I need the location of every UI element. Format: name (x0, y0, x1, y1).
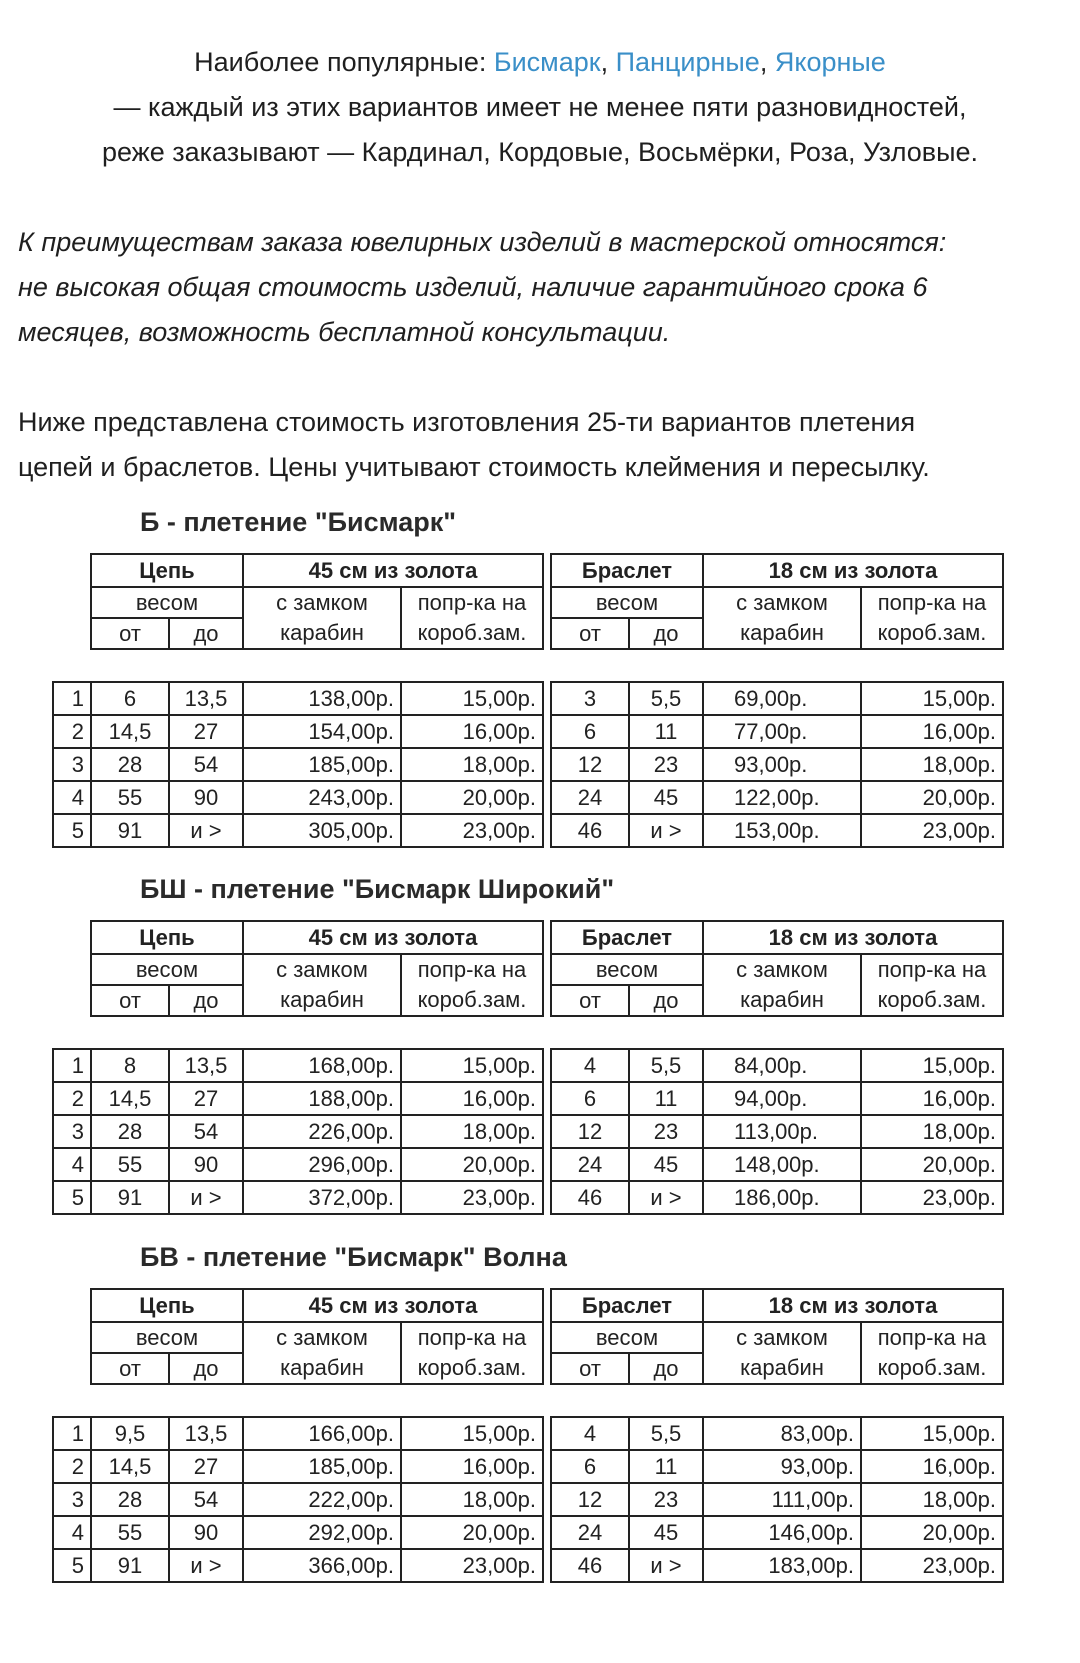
header-weight: весом (91, 1322, 243, 1353)
column-gap (543, 1417, 551, 1450)
header-chain: Цепь (91, 554, 243, 587)
chain-price: 222,00р. (243, 1483, 401, 1516)
header-karabin: карабин (703, 985, 861, 1016)
header-row (53, 1322, 1003, 1353)
separator-cell (53, 1384, 1003, 1417)
table-row (53, 682, 1003, 715)
table-row (53, 715, 1003, 748)
chain-weight-from: 9,5 (91, 1417, 169, 1450)
header-from: от (91, 618, 169, 649)
bracelet-weight-from: 4 (551, 1417, 629, 1450)
chain-price: 138,00р. (243, 682, 401, 715)
pricing-line-1: Ниже представлена стоимость изготовления 25-ти вариантов плетения (18, 407, 916, 437)
chain-adjustment: 23,00р. (401, 1549, 543, 1582)
pricing-paragraph (18, 400, 1068, 490)
bracelet-price: 93,00р. (703, 748, 861, 781)
column-gap (543, 554, 551, 587)
header-lock: с замком (243, 587, 401, 618)
chain-adjustment: 15,00р. (401, 1417, 543, 1450)
chain-weight-from: 55 (91, 1148, 169, 1181)
chain-price: 296,00р. (243, 1148, 401, 1181)
bracelet-weight-to: 11 (629, 1082, 703, 1115)
header-row (53, 1289, 1003, 1322)
pricing-line-2: цепей и браслетов. Цены учитывают стоимость клеймения и пересылку. (18, 452, 930, 482)
chain-adjustment: 20,00р. (401, 781, 543, 814)
chain-weight-from: 28 (91, 748, 169, 781)
bracelet-adjustment: 18,00р. (861, 748, 1003, 781)
header-chain-spec: 45 см из золота (243, 1289, 543, 1322)
table-row (53, 1082, 1003, 1115)
header-lock: с замком (243, 954, 401, 985)
table-row (53, 1049, 1003, 1082)
header-row (53, 954, 1003, 985)
chain-weight-from: 28 (91, 1483, 169, 1516)
table-row (53, 1181, 1003, 1214)
chain-weight-to: 27 (169, 715, 243, 748)
column-gap (543, 814, 551, 847)
bracelet-weight-from: 24 (551, 1148, 629, 1181)
chain-weight-from: 6 (91, 682, 169, 715)
bracelet-price: 186,00р. (703, 1181, 861, 1214)
header-to: до (629, 618, 703, 649)
bracelet-price: 83,00р. (703, 1417, 861, 1450)
bracelet-price: 113,00р. (703, 1115, 861, 1148)
header-box: короб.зам. (861, 985, 1003, 1016)
bracelet-price: 69,00р. (703, 682, 861, 715)
header-adj: попр-ка на (401, 587, 543, 618)
column-gap (543, 748, 551, 781)
column-gap (543, 1115, 551, 1148)
chain-price: 366,00р. (243, 1549, 401, 1582)
chain-weight-to: 54 (169, 1115, 243, 1148)
bracelet-weight-from: 46 (551, 1181, 629, 1214)
table-row (53, 1450, 1003, 1483)
column-gap (543, 1516, 551, 1549)
row-number: 5 (53, 814, 91, 847)
chain-price: 185,00р. (243, 1450, 401, 1483)
header-chain-spec: 45 см из золота (243, 921, 543, 954)
chain-weight-to: 90 (169, 1516, 243, 1549)
row-number: 5 (53, 1181, 91, 1214)
chain-adjustment: 20,00р. (401, 1148, 543, 1181)
intro-line-2: — каждый из этих вариантов имеет не менее пяти разновидностей, (113, 92, 967, 122)
column-gap (543, 1353, 551, 1384)
bracelet-price: 84,00р. (703, 1049, 861, 1082)
bracelet-weight-to: 11 (629, 1450, 703, 1483)
header-lock: с замком (243, 1322, 401, 1353)
header-bracelet: Браслет (551, 554, 703, 587)
column-gap (543, 618, 551, 649)
row-number: 4 (53, 1148, 91, 1181)
chain-adjustment: 23,00р. (401, 814, 543, 847)
row-number: 3 (53, 1115, 91, 1148)
column-gap (543, 1148, 551, 1181)
bracelet-price: 94,00р. (703, 1082, 861, 1115)
chain-weight-to: 27 (169, 1450, 243, 1483)
header-to: до (629, 1353, 703, 1384)
header-weight: весом (551, 1322, 703, 1353)
table-row (53, 1483, 1003, 1516)
table-row (53, 814, 1003, 847)
bracelet-price: 93,00р. (703, 1450, 861, 1483)
corner-cell (53, 954, 91, 985)
corner-cell (53, 618, 91, 649)
header-from: от (551, 1353, 629, 1384)
header-box: короб.зам. (401, 1353, 543, 1384)
row-number: 4 (53, 1516, 91, 1549)
header-adj: попр-ка на (861, 587, 1003, 618)
header-box: короб.зам. (861, 1353, 1003, 1384)
bracelet-price: 148,00р. (703, 1148, 861, 1181)
table-row (53, 748, 1003, 781)
bracelet-adjustment: 15,00р. (861, 1417, 1003, 1450)
corner-cell (53, 1322, 91, 1353)
chain-price: 166,00р. (243, 1417, 401, 1450)
bracelet-weight-to: 45 (629, 1148, 703, 1181)
bracelet-weight-to: и > (629, 1181, 703, 1214)
column-gap (543, 954, 551, 985)
column-gap (543, 1483, 551, 1516)
bracelet-price: 153,00р. (703, 814, 861, 847)
corner-cell (53, 554, 91, 587)
row-number: 1 (53, 1049, 91, 1082)
bracelet-adjustment: 20,00р. (861, 781, 1003, 814)
chain-weight-from: 28 (91, 1115, 169, 1148)
chain-adjustment: 18,00р. (401, 748, 543, 781)
bracelet-adjustment: 16,00р. (861, 715, 1003, 748)
chain-weight-from: 14,5 (91, 715, 169, 748)
header-karabin: карабин (243, 1353, 401, 1384)
header-weight: весом (91, 954, 243, 985)
header-weight: весом (551, 954, 703, 985)
chain-weight-from: 14,5 (91, 1450, 169, 1483)
bracelet-adjustment: 23,00р. (861, 1549, 1003, 1582)
link-yakornye[interactable]: Якорные (774, 47, 886, 77)
benefits-line-2: не высокая общая стоимость изделий, наличие гарантийного срока 6 (18, 272, 928, 302)
chain-weight-to: 13,5 (169, 1049, 243, 1082)
header-adj: попр-ка на (401, 954, 543, 985)
header-row (53, 985, 1003, 1016)
header-box: короб.зам. (401, 618, 543, 649)
table-title: БВ - плетение "Бисмарк" Волна (140, 1242, 567, 1272)
header-bracelet-spec: 18 см из золота (703, 554, 1003, 587)
header-lock: с замком (703, 587, 861, 618)
header-adj: попр-ка на (401, 1322, 543, 1353)
bracelet-price: 111,00р. (703, 1483, 861, 1516)
bracelet-weight-to: 23 (629, 1483, 703, 1516)
header-bracelet-spec: 18 см из золота (703, 1289, 1003, 1322)
chain-weight-to: 13,5 (169, 1417, 243, 1450)
bracelet-weight-from: 24 (551, 1516, 629, 1549)
chain-weight-to: и > (169, 814, 243, 847)
table-row (53, 781, 1003, 814)
chain-price: 168,00р. (243, 1049, 401, 1082)
header-from: от (551, 618, 629, 649)
chain-price: 226,00р. (243, 1115, 401, 1148)
bracelet-weight-to: 5,5 (629, 682, 703, 715)
header-to: до (629, 985, 703, 1016)
chain-price: 243,00р. (243, 781, 401, 814)
header-adj: попр-ка на (861, 954, 1003, 985)
column-gap (543, 1181, 551, 1214)
chain-weight-to: и > (169, 1181, 243, 1214)
intro-line-3: реже заказывают — Кардинал, Кордовые, Восьмёрки, Роза, Узловые. (101, 137, 979, 167)
bracelet-weight-to: 11 (629, 715, 703, 748)
bracelet-adjustment: 18,00р. (861, 1483, 1003, 1516)
bracelet-weight-from: 46 (551, 1549, 629, 1582)
bracelet-weight-to: 23 (629, 748, 703, 781)
bracelet-weight-to: 5,5 (629, 1417, 703, 1450)
bracelet-weight-from: 6 (551, 715, 629, 748)
header-bracelet: Браслет (551, 1289, 703, 1322)
chain-weight-to: 90 (169, 1148, 243, 1181)
row-number: 1 (53, 1417, 91, 1450)
column-gap (543, 1450, 551, 1483)
bracelet-weight-from: 24 (551, 781, 629, 814)
header-from: от (551, 985, 629, 1016)
chain-weight-to: и > (169, 1549, 243, 1582)
header-row (53, 618, 1003, 649)
chain-weight-to: 54 (169, 1483, 243, 1516)
header-row (53, 1353, 1003, 1384)
link-bismark[interactable]: Бисмарк (493, 47, 601, 77)
header-lock: с замком (703, 954, 861, 985)
price-table (52, 553, 1004, 848)
bracelet-adjustment: 15,00р. (861, 1049, 1003, 1082)
corner-cell (53, 587, 91, 618)
header-separator (53, 1384, 1003, 1417)
header-bracelet-spec: 18 см из золота (703, 921, 1003, 954)
header-adj: попр-ка на (861, 1322, 1003, 1353)
row-number: 4 (53, 781, 91, 814)
benefits-paragraph (18, 220, 1068, 355)
chain-adjustment: 15,00р. (401, 1049, 543, 1082)
bracelet-weight-from: 3 (551, 682, 629, 715)
chain-price: 372,00р. (243, 1181, 401, 1214)
chain-price: 188,00р. (243, 1082, 401, 1115)
header-to: до (169, 985, 243, 1016)
corner-cell (53, 921, 91, 954)
header-chain: Цепь (91, 921, 243, 954)
column-gap (543, 1322, 551, 1353)
chain-adjustment: 16,00р. (401, 715, 543, 748)
chain-weight-from: 8 (91, 1049, 169, 1082)
bracelet-adjustment: 15,00р. (861, 682, 1003, 715)
price-table (52, 1288, 1004, 1583)
header-weight: весом (91, 587, 243, 618)
column-gap (543, 1549, 551, 1582)
corner-cell (53, 985, 91, 1016)
column-gap (543, 1289, 551, 1322)
chain-adjustment: 16,00р. (401, 1450, 543, 1483)
benefits-line-3: месяцев, возможность бесплатной консультации. (18, 317, 671, 347)
bracelet-weight-to: 5,5 (629, 1049, 703, 1082)
column-gap (543, 1082, 551, 1115)
chain-adjustment: 18,00р. (401, 1115, 543, 1148)
header-row (53, 554, 1003, 587)
chain-weight-from: 91 (91, 1181, 169, 1214)
table-row (53, 1417, 1003, 1450)
bracelet-weight-to: 45 (629, 1516, 703, 1549)
header-from: от (91, 985, 169, 1016)
chain-price: 305,00р. (243, 814, 401, 847)
bracelet-weight-to: и > (629, 1549, 703, 1582)
table-title: БШ - плетение "Бисмарк Широкий" (140, 874, 615, 904)
chain-adjustment: 20,00р. (401, 1516, 543, 1549)
bracelet-adjustment: 23,00р. (861, 1181, 1003, 1214)
header-to: до (169, 1353, 243, 1384)
column-gap (543, 1049, 551, 1082)
header-separator (53, 649, 1003, 682)
bracelet-weight-to: 23 (629, 1115, 703, 1148)
bracelet-adjustment: 16,00р. (861, 1082, 1003, 1115)
table-title: Б - плетение "Бисмарк" (140, 507, 457, 537)
chain-weight-from: 91 (91, 1549, 169, 1582)
bracelet-adjustment: 20,00р. (861, 1148, 1003, 1181)
bracelet-weight-from: 12 (551, 748, 629, 781)
table-row (53, 1115, 1003, 1148)
column-gap (543, 985, 551, 1016)
table-row (53, 1516, 1003, 1549)
header-karabin: карабин (703, 618, 861, 649)
header-row (53, 921, 1003, 954)
bracelet-weight-from: 4 (551, 1049, 629, 1082)
header-karabin: карабин (703, 1353, 861, 1384)
row-number: 3 (53, 748, 91, 781)
bracelet-weight-from: 6 (551, 1450, 629, 1483)
chain-weight-to: 54 (169, 748, 243, 781)
chain-weight-to: 90 (169, 781, 243, 814)
chain-adjustment: 18,00р. (401, 1483, 543, 1516)
bracelet-weight-to: и > (629, 814, 703, 847)
header-to: до (169, 618, 243, 649)
row-number: 2 (53, 1082, 91, 1115)
header-separator (53, 1016, 1003, 1049)
chain-adjustment: 23,00р. (401, 1181, 543, 1214)
column-gap (543, 682, 551, 715)
separator-cell (53, 649, 1003, 682)
bracelet-price: 77,00р. (703, 715, 861, 748)
bracelet-price: 122,00р. (703, 781, 861, 814)
header-row (53, 587, 1003, 618)
bracelet-weight-to: 45 (629, 781, 703, 814)
header-karabin: карабин (243, 985, 401, 1016)
intro-prefix: Наиболее популярные: (194, 47, 494, 77)
bracelet-weight-from: 12 (551, 1115, 629, 1148)
benefits-line-1: К преимуществам заказа ювелирных изделий в мастерской относятся: (18, 227, 947, 257)
header-lock: с замком (703, 1322, 861, 1353)
separator-cell (53, 1016, 1003, 1049)
table-row (53, 1549, 1003, 1582)
bracelet-adjustment: 16,00р. (861, 1450, 1003, 1483)
header-box: короб.зам. (861, 618, 1003, 649)
bracelet-weight-from: 6 (551, 1082, 629, 1115)
column-gap (543, 715, 551, 748)
corner-cell (53, 1289, 91, 1322)
bracelet-price: 146,00р. (703, 1516, 861, 1549)
row-number: 1 (53, 682, 91, 715)
row-number: 2 (53, 1450, 91, 1483)
chain-weight-from: 91 (91, 814, 169, 847)
header-bracelet: Браслет (551, 921, 703, 954)
chain-price: 185,00р. (243, 748, 401, 781)
header-weight: весом (551, 587, 703, 618)
row-number: 2 (53, 715, 91, 748)
bracelet-weight-from: 12 (551, 1483, 629, 1516)
bracelet-adjustment: 23,00р. (861, 814, 1003, 847)
chain-price: 292,00р. (243, 1516, 401, 1549)
link-pantsirnye[interactable]: Панцирные (615, 47, 760, 77)
chain-price: 154,00р. (243, 715, 401, 748)
header-chain-spec: 45 см из золота (243, 554, 543, 587)
bracelet-adjustment: 20,00р. (861, 1516, 1003, 1549)
chain-weight-from: 55 (91, 781, 169, 814)
column-gap (543, 587, 551, 618)
corner-cell (53, 1353, 91, 1384)
table-row (53, 1148, 1003, 1181)
intro-line-1: Наиболее популярные: Бисмарк, Панцирные, Якорные (194, 47, 886, 77)
chain-adjustment: 16,00р. (401, 1082, 543, 1115)
intro-paragraph (0, 40, 1080, 175)
header-box: короб.зам. (401, 985, 543, 1016)
bracelet-adjustment: 18,00р. (861, 1115, 1003, 1148)
chain-adjustment: 15,00р. (401, 682, 543, 715)
row-number: 5 (53, 1549, 91, 1582)
header-chain: Цепь (91, 1289, 243, 1322)
bracelet-weight-from: 46 (551, 814, 629, 847)
price-table (52, 920, 1004, 1215)
column-gap (543, 921, 551, 954)
chain-weight-to: 27 (169, 1082, 243, 1115)
bracelet-price: 183,00р. (703, 1549, 861, 1582)
row-number: 3 (53, 1483, 91, 1516)
header-from: от (91, 1353, 169, 1384)
chain-weight-from: 14,5 (91, 1082, 169, 1115)
chain-weight-from: 55 (91, 1516, 169, 1549)
header-karabin: карабин (243, 618, 401, 649)
column-gap (543, 781, 551, 814)
chain-weight-to: 13,5 (169, 682, 243, 715)
